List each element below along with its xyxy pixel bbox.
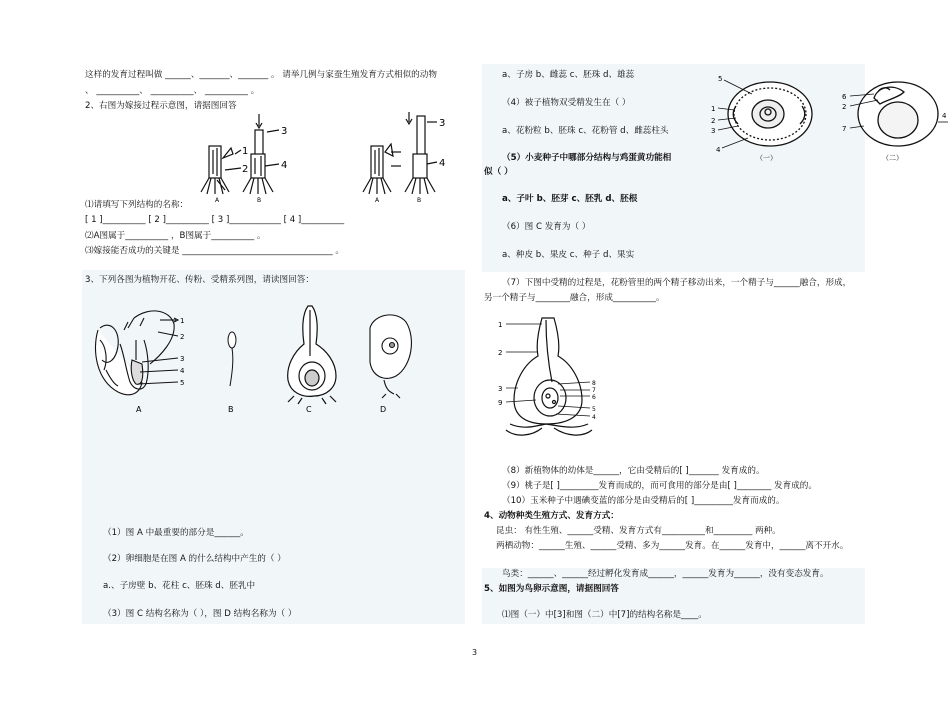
question-5-line-b: 似（ ） (484, 167, 513, 177)
text-line-1: 这样的发育过程叫做 ______、_______、_______ 。 请举几例与家蚕生殖发育方式相似的动物 (85, 70, 437, 80)
egg-label-4: 4 (716, 146, 721, 154)
section-5-title: 5、如图为鸟卵示意图，请据图回答 (484, 584, 619, 594)
graft-b-label-a: A (375, 197, 380, 203)
question-7-line-a: （7）下图中受精的过程是，花粉管里的两个精子移动出来，一个精子与______融合，形成， (502, 278, 852, 288)
fig-a-label-1: 1 (180, 317, 185, 325)
question-3-1: （1）图 A 中最重要的部分是______。 (103, 528, 249, 538)
graft-label-a: A (215, 197, 220, 203)
egg-label-2: 2 (711, 117, 716, 125)
egg2-label-2: 2 (842, 103, 847, 111)
section-4-insects: 昆虫： 有性生殖、______受精、发育方式有__________和_________ 两种。 (496, 526, 781, 536)
question-2-2: ⑵A图属于__________ ，B图属于__________ 。 (85, 231, 266, 241)
graft-label-1: 1 (242, 146, 249, 157)
section-4-title: 4、动物种类生殖方式、发育方式： (484, 511, 619, 521)
fig-a-caption: A (136, 405, 142, 414)
page-number: 3 (472, 648, 478, 657)
question-2-1-blanks: [ 1 ]__________ [ 2 ]__________ [ 3 ]____________ [ 4 ]__________ (85, 215, 345, 225)
graft-b-label-3: 3 (439, 118, 446, 129)
question-5-line-a: （5）小麦种子中哪部分结构与鸡蛋黄功能相 (502, 153, 672, 163)
egg-one (728, 82, 812, 146)
ovule-structure (506, 318, 592, 435)
section-4-birds: 鸟类：______、______经过孵化发育成______，______发育为______，没有变态发育。 (502, 569, 829, 579)
grafting-diagram (195, 108, 465, 203)
graft-b (363, 112, 437, 194)
ovule-label-7: 7 (592, 387, 596, 394)
graft-a (201, 114, 279, 194)
egg2-label-7: 7 (842, 125, 847, 133)
egg-caption-1: （一） (756, 154, 777, 162)
egg-label-1: 1 (711, 105, 716, 113)
graft-b-label-b: B (417, 197, 422, 203)
question-2-title: 2、右图为嫁接过程示意图，请据图回答 (85, 101, 237, 111)
ovule-label-9: 9 (498, 399, 503, 407)
figure-c-pistil (288, 306, 336, 404)
ovule-label-4: 4 (592, 414, 596, 421)
ovule-label-5: 5 (592, 406, 596, 413)
ovule-diagram (496, 312, 606, 444)
section-4-amphibians: 两栖动物：______生殖、______受精、多为______发育。在______发育中，______离不开水。 (496, 541, 849, 551)
ovule-label-8: 8 (592, 380, 596, 387)
egg2-label-6: 6 (842, 93, 847, 101)
flower-figures (90, 300, 420, 418)
figure-a-flower (95, 311, 178, 395)
graft-label-4: 4 (281, 160, 288, 171)
figure-d-ovule (370, 315, 411, 398)
question-3-2: （2）卵细胞是在图 A 的什么结构中产生的（ ） (103, 554, 286, 564)
question-4: （4）被子植物双受精发生在（ ） (502, 98, 631, 108)
question-9: （9）桃子是[ ]_________发育而成的，而可食用的部分是由[ ]________ 发育成的。 (502, 481, 817, 491)
section-5-question-1: ⑴图（一）中[3]和图（二）中[7]的结构名称是____。 (502, 610, 707, 620)
graft-b-label-4: 4 (439, 158, 446, 169)
graft-label-3: 3 (281, 126, 288, 137)
question-5-options: a、子叶 b、胚芽 c、胚乳 d、胚根 (502, 194, 638, 204)
fig-b-caption: B (228, 405, 234, 414)
question-6-options: a、种皮 b、果皮 c、种子 d、果实 (502, 250, 635, 260)
ovule-label-2: 2 (498, 349, 503, 357)
ovule-label-6: 6 (592, 394, 596, 401)
question-4-options: a、花粉粒 b、胚珠 c、花粉管 d、雌蕊柱头 (502, 126, 669, 136)
figure-b-pollen (228, 332, 236, 386)
question-7-line-b: 另一个精子与________融合，形成__________。 (484, 293, 665, 303)
ovule-label-1: 1 (498, 321, 503, 329)
question-3-3: （3）图 C 结构名称为（ ），图 D 结构名称为（ ） (103, 609, 297, 619)
question-8: （8）新植物体的幼体是______，它由受精后的[ ]_______ 发育成的。 (502, 466, 765, 476)
question-2-1: ⑴请填写下列结构的名称： (85, 200, 189, 210)
fig-c-caption: C (306, 405, 312, 414)
egg-caption-2: （二） (882, 154, 903, 162)
fig-a-label-2: 2 (180, 333, 185, 341)
question-3-2-options: a.、子房壁 b、花柱 c、胚珠 d、胚乳中 (103, 581, 256, 591)
question-10: （10）玉米种子中遇碘变蓝的部分是由受精后的[ ]_________发育而成的。 (502, 496, 785, 506)
graft-label-b: B (257, 197, 262, 203)
text-line-2: 、 __________、 __________、 __________ 。 (85, 86, 260, 96)
fig-d-caption: D (380, 405, 387, 414)
question-3-title: 3、下列各图为植物开花、传粉、受精系列图，请读图回答： (85, 275, 314, 285)
graft-label-2: 2 (242, 164, 249, 175)
question-6: （6）图 C 发育为（ ） (502, 222, 591, 232)
fig-a-label-4: 4 (180, 367, 185, 375)
fig-a-label-5: 5 (180, 379, 185, 387)
egg-label-5: 5 (718, 75, 723, 83)
bird-egg-diagram (708, 68, 950, 168)
egg2-label-4: 4 (942, 112, 947, 120)
fig-a-label-3: 3 (180, 355, 185, 363)
egg-two (858, 82, 938, 146)
ovule-label-3: 3 (498, 385, 503, 393)
egg-label-3: 3 (711, 127, 716, 135)
options-top: a、子房 b、雌蕊 c、胚珠 d、雄蕊 (502, 70, 635, 80)
question-2-3: ⑶嫁接能否成功的关键是 ___________________________________ 。 (85, 246, 344, 256)
